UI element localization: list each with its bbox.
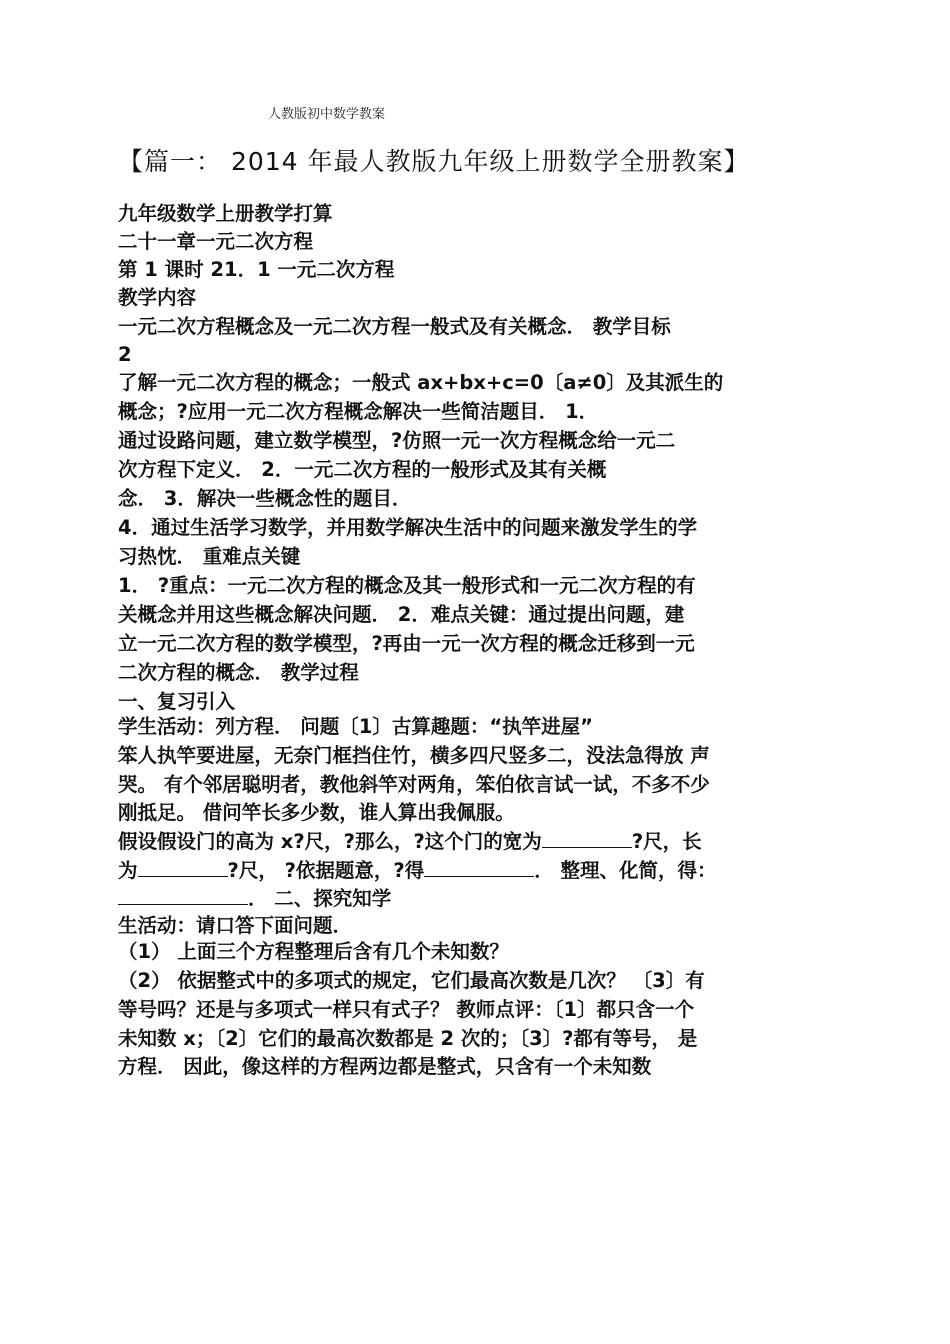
answer-blank	[138, 856, 228, 877]
text-line: 方程． 因此，像这样的方程两边都是整式，只含有一个未知数	[118, 1055, 652, 1078]
text-line: 了解一元二次方程的概念；一般式 ax+bx+c=0〔a≠0〕及其派生的	[118, 371, 724, 394]
document-title: 【篇一： 2014 年最人教版九年级上册数学全册教案】	[118, 147, 750, 176]
page-header: 人教版初中数学教案	[268, 107, 386, 122]
text-line: 一元二次方程概念及一元二次方程一般式及有关概念． 教学目标	[118, 315, 671, 338]
text-line: 学生活动：列方程． 问题〔1〕古算趣题：“执竿进屋”	[118, 715, 593, 738]
text-line: 次方程下定义． 2．一元二次方程的一般形式及其有关概	[118, 458, 607, 481]
answer-blank	[424, 856, 534, 877]
text-line: 念． 3．解决一些概念性的题目．	[118, 487, 412, 510]
text-line: 通过设路问题，建立数学模型，?仿照一元一次方程概念给一元二	[118, 429, 676, 452]
fill-line-1	[118, 827, 838, 856]
fill-line-3	[118, 884, 838, 913]
text-line: 关概念并用这些概念解决问题． 2．难点关键：通过提出问题，建	[118, 603, 685, 626]
text-line: 1． ?重点：一元二次方程的概念及其一般形式和一元二次方程的有	[118, 574, 696, 597]
text-line: 二次方程的概念． 教学过程	[118, 661, 359, 684]
text-line: 未知数 x；〔2〕它们的最高次数都是 2 次的；〔3〕?都有等号， 是	[118, 1027, 698, 1050]
text-line: 教学内容	[118, 286, 197, 309]
text-line: 第 1 课时 21．1 一元二次方程	[118, 258, 395, 281]
text-line: 立一元二次方程的数学模型，?再由一元一次方程的概念迁移到一元	[118, 632, 695, 655]
text-line: 九年级数学上册教学打算	[118, 202, 333, 225]
text-line: 一、复习引入	[118, 690, 236, 713]
text-line: （1） 上面三个方程整理后含有几个未知数？	[118, 940, 509, 963]
fill-text: ?尺，长	[631, 830, 702, 853]
answer-blank	[542, 827, 632, 848]
fill-text: ． 整理、化简，得：	[534, 859, 717, 882]
text-line: 刚抵足。 借问竿长多少数，谁人算出我佩服。	[118, 801, 515, 824]
fill-text: 假设假设门的高为 x?尺，?那么，?这个门的宽为	[118, 830, 542, 853]
text-line: 概念；?应用一元二次方程概念解决一些简洁题目． 1．	[118, 400, 599, 423]
text-line: 哭。 有个邻居聪明者，教他斜竿对两角，笨伯依言试一试，不多不少	[118, 773, 710, 796]
text-line: 等号吗？还是与多项式一样只有式子？ 教师点评：〔1〕都只含一个	[118, 998, 695, 1021]
text-line: 习热忱． 重难点关键	[118, 545, 301, 568]
fill-text: ． 二、探究知学	[248, 887, 392, 910]
fill-text: ?尺， ?依据题意，?得	[227, 859, 425, 882]
text-line: （2） 依据整式中的多项式的规定，它们最高次数是几次？ 〔3〕有	[118, 969, 705, 992]
text-line: 2	[118, 343, 132, 366]
answer-blank	[118, 884, 248, 905]
text-line: 4．通过生活学习数学，并用数学解决生活中的问题来激发学生的学	[118, 516, 698, 539]
fill-text: 为	[118, 859, 138, 882]
text-line: 生活动：请口答下面问题．	[118, 914, 353, 937]
fill-line-2	[118, 856, 838, 885]
text-line: 二十一章一元二次方程	[118, 230, 314, 253]
text-line: 笨人执竿要进屋，无奈门框挡住竹，横多四尺竖多二，没法急得放 声	[118, 744, 710, 767]
